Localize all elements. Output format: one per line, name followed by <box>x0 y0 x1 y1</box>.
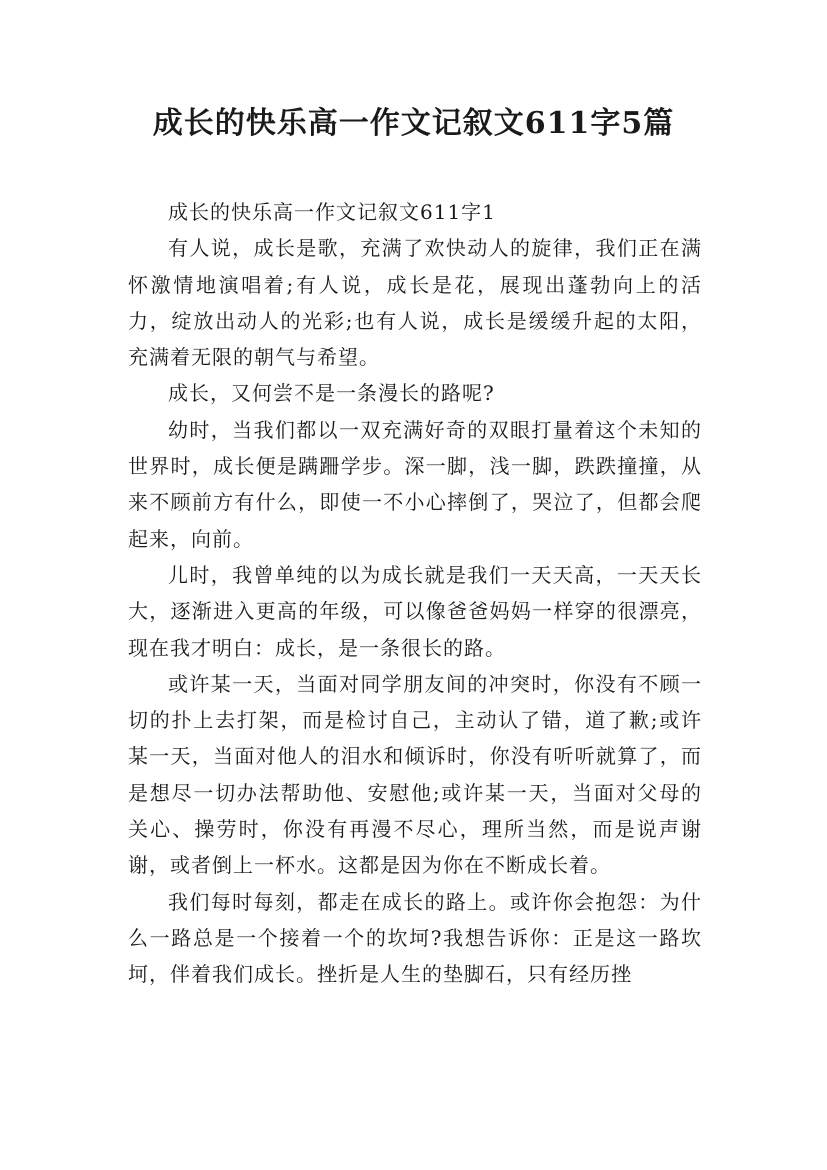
paragraph: 有人说，成长是歌，充满了欢快动人的旋律，我们正在满怀激情地演唱着;有人说，成长是花，展现出蓬勃向上的活力，绽放出动人的光彩;也有人说，成长是缓缓升起的太阳，充满着无限的朝气与希望。 <box>128 236 702 370</box>
paragraph: 幼时，当我们都以一双充满好奇的双眼打量着这个未知的世界时，成长便是蹒跚学步。深一脚，浅一脚，跌跌撞撞，从来不顾前方有什么，即使一不小心摔倒了，哭泣了，但都会爬起来，向前。 <box>128 417 702 551</box>
paragraph-subtitle: 成长的快乐高一作文记叙文611字1 <box>168 200 496 224</box>
paragraph: 或许某一天，当面对同学朋友间的冲突时，你没有不顾一切的扑上去打架，而是检讨自己，主动认了错，道了歉;或许某一天，当面对他人的泪水和倾诉时，你没有听听就算了，而是想尽一切办法帮助他、安慰他;或许某一天，当面对父母的关心、操劳时，你没有再漫不尽心，理所当然，而是说声谢谢，或者倒上一杯水。这都是因为你在不断成长着。 <box>128 671 702 878</box>
paragraph: 儿时，我曾单纯的以为成长就是我们一天天高，一天天长大，逐渐进入更高的年级，可以像爸爸妈妈一样穿的很漂亮，现在我才明白：成长，是一条很长的路。 <box>128 562 702 660</box>
document-title: 成长的快乐高一作文记叙文611字5篇 <box>152 106 675 141</box>
paragraph: 成长，又何尝不是一条漫长的路呢? <box>168 381 495 406</box>
document-body <box>128 194 702 993</box>
paragraph: 我们每时每刻，都走在成长的路上。或许你会抱怨：为什么一路总是一个接着一个的坎坷?我想告诉你：正是这一路坎坷，伴着我们成长。挫折是人生的垫脚石，只有经历挫 <box>128 889 702 987</box>
